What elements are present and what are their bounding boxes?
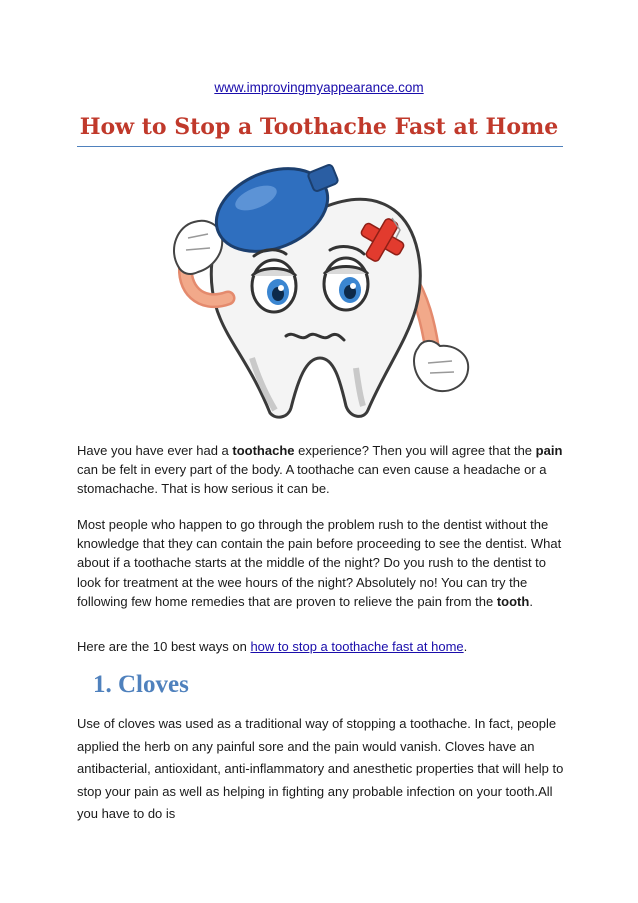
dentist-paragraph: Most people who happen to go through the problem rush to the dentist without the knowledge that they can contain the pain before proceeding to see the dentist. What about if a toothache starts at the middle of the night? Do you rush to the dentist to look for treatment at the wee hours of the night? Absolutely no! You can try the following few home remedies that are proven to relieve the pain from the tooth.: [77, 517, 562, 609]
site-url-link[interactable]: www.improvingmyappearance.com: [214, 80, 424, 95]
title-divider: [77, 146, 563, 147]
how-to-stop-toothache-link[interactable]: how to stop a toothache fast at home: [250, 639, 464, 654]
sick-tooth-cartoon-icon: [160, 158, 480, 420]
tooth-right-glove: [414, 341, 468, 391]
intro-paragraph: Have you have ever had a toothache experience? Then you will agree that the pain can be felt in every part of the body. A toothache can even cause a headache or a stomachache. That is how serious it can be.: [77, 443, 563, 497]
cloves-paragraph: Use of cloves was used as a traditional way of stopping a toothache. In fact, people applied the herb on any painful sore and the pain would vanish. Cloves have an antibacterial, antioxidant, anti-inflammatory and anesthetic properties that will help to stop your pain as well as helping in fighting any probable infection on your tooth.All you have to do is: [77, 716, 564, 822]
page-title: How to Stop a Toothache Fast at Home: [79, 114, 559, 140]
section-heading-cloves: 1. Cloves: [93, 671, 189, 698]
ways-paragraph: Here are the 10 best ways on how to stop a toothache fast at home.: [77, 639, 468, 654]
